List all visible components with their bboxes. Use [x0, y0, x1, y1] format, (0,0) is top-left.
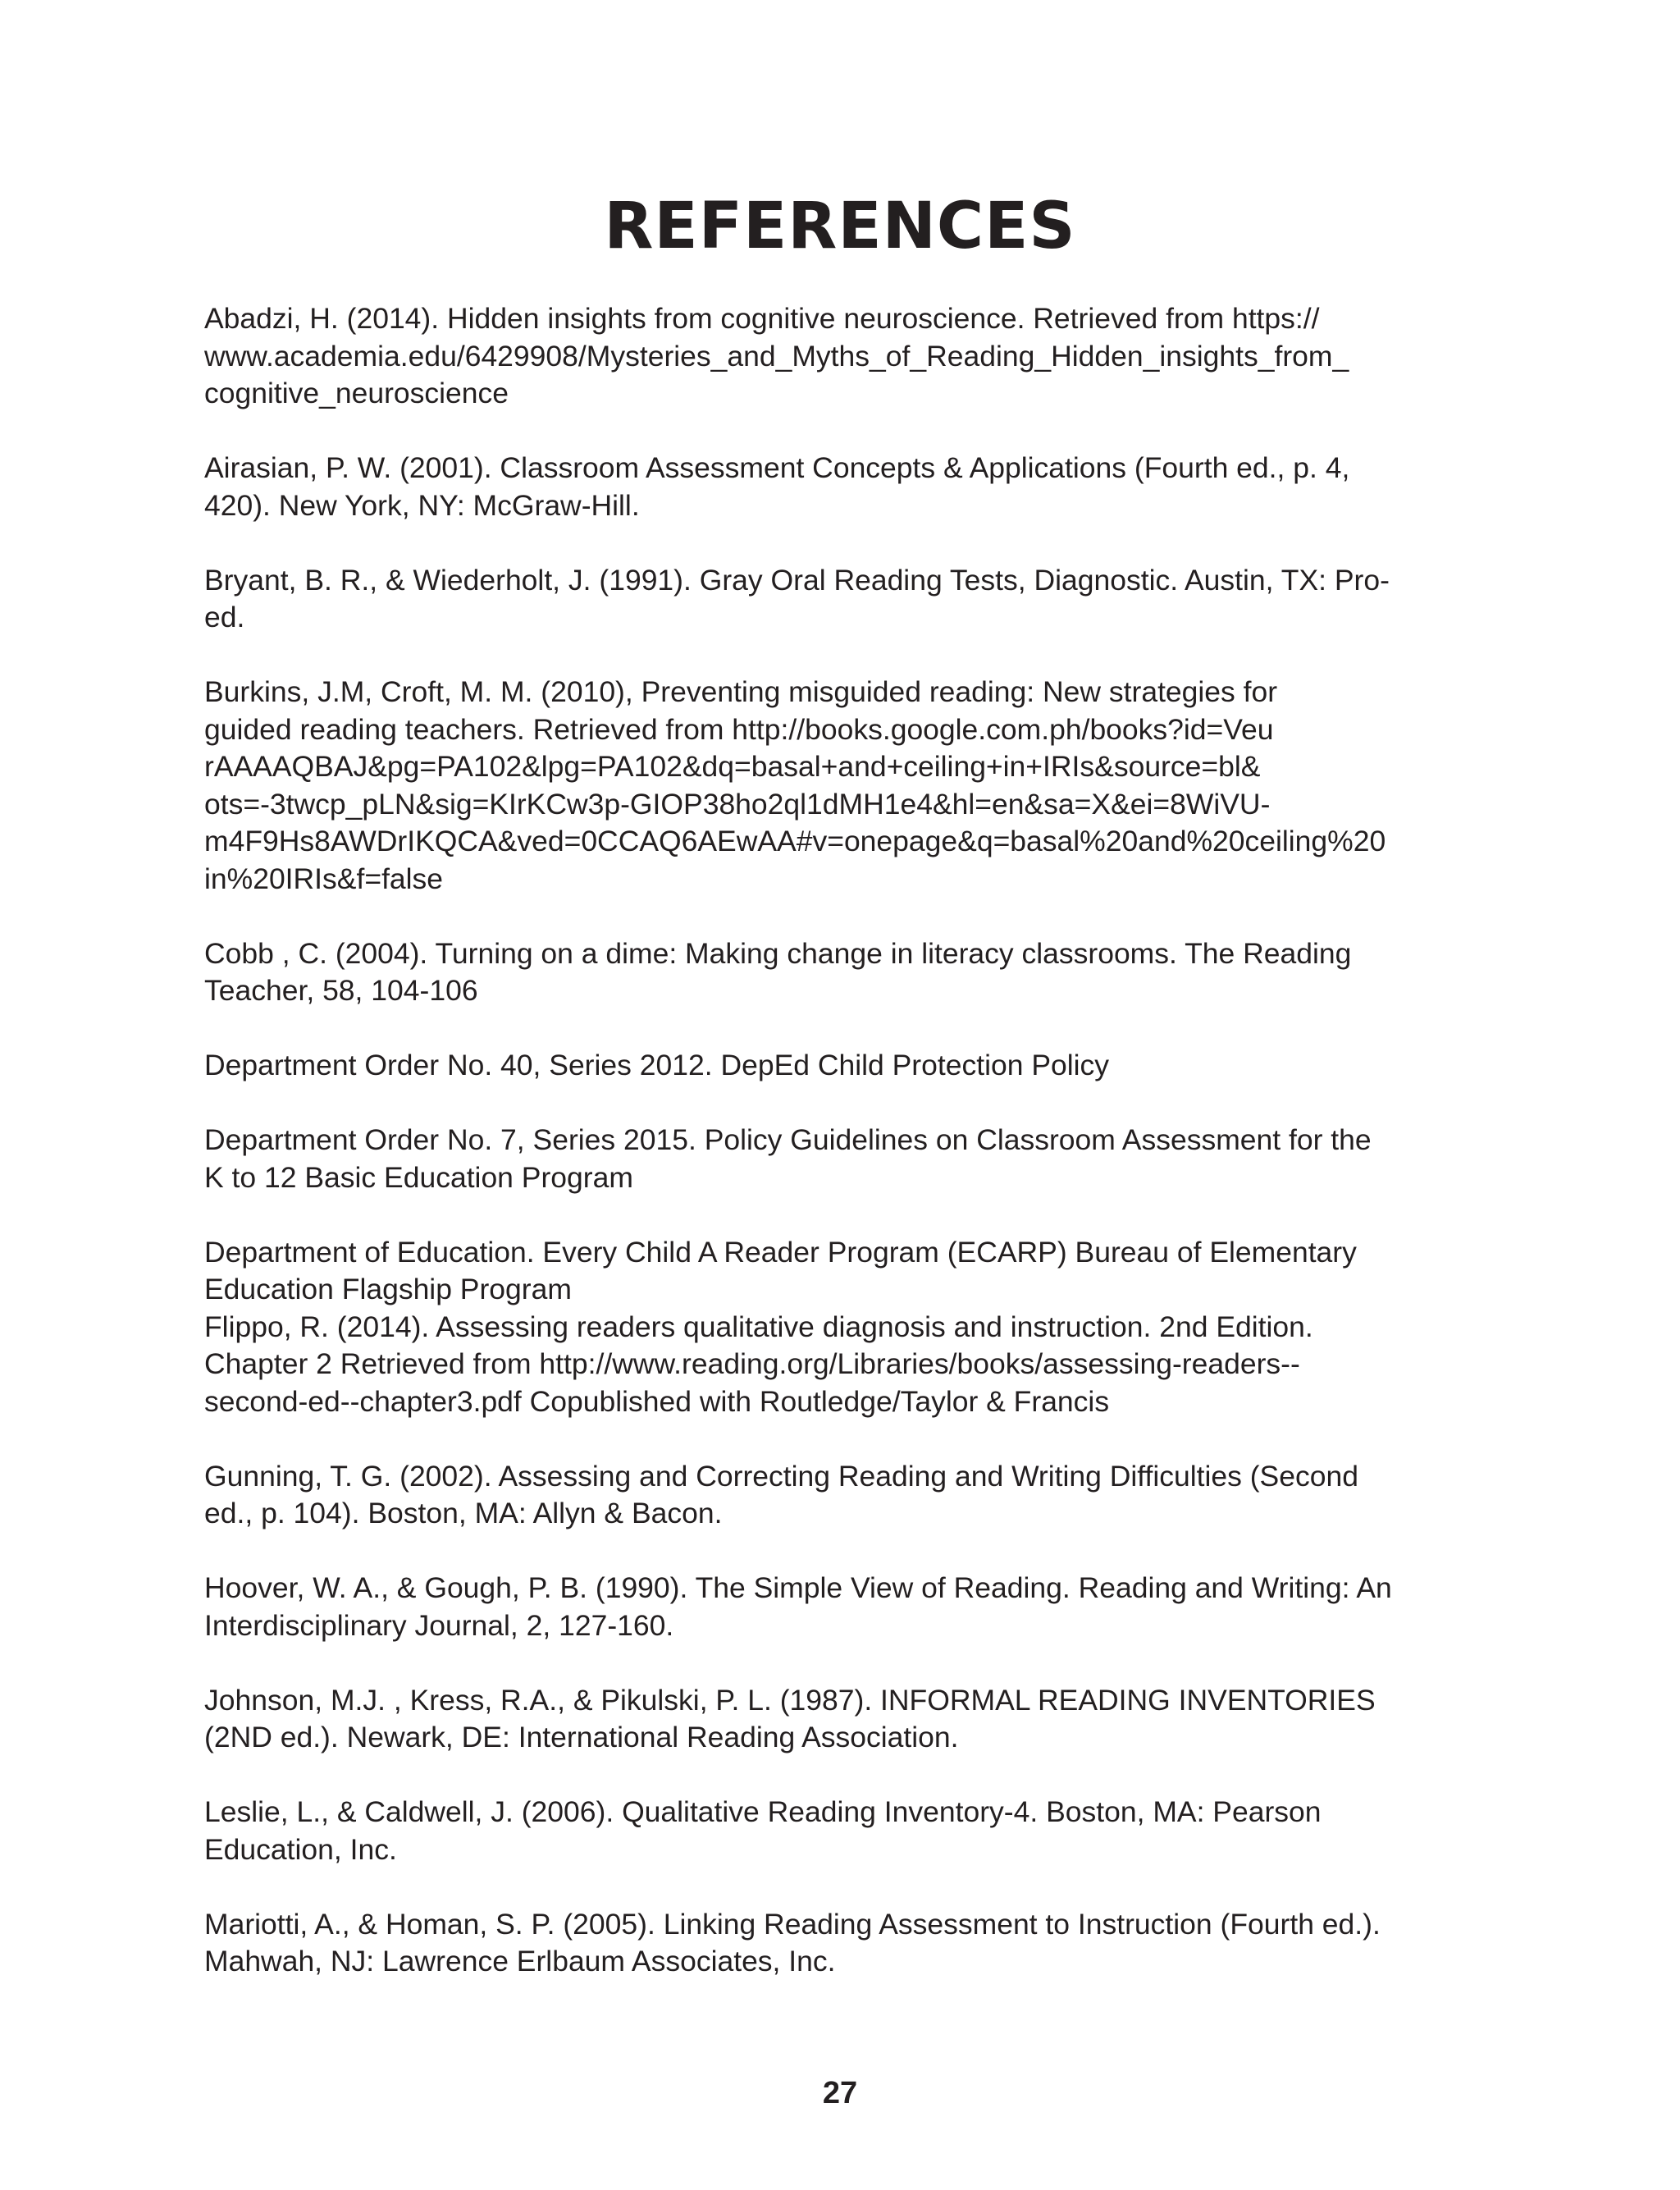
reference-flippo: Flippo, R. (2014). Assessing readers qualitative diagnosis and instruction. 2nd Edition. Chapter 2 Retrieved from http://www.reading.org/Libraries/books/assessing-readers-- second-ed--chapter3.pdf Copublished with Routledge/Taylor & Francis — [204, 1310, 1313, 1418]
reference-deped-order-40: Department Order No. 40, Series 2012. DepEd Child Protection Policy — [204, 1049, 1110, 1081]
reference-abadzi: Abadzi, H. (2014). Hidden insights from cognitive neuroscience. Retrieved from https:// www.academia.edu/6429908/Mysteries_and_Myths_of_Reading_Hidden_insights_from_ cognitive_neuroscience — [204, 302, 1349, 409]
reference-airasian: Airasian, P. W. (2001). Classroom Assessment Concepts & Applications (Fourth ed., p. 4, 420). New York, NY: McGraw-Hill. — [204, 451, 1350, 522]
reference-cobb: Cobb , C. (2004). Turning on a dime: Making change in literacy classrooms. The Reading Teacher, 58, 104-106 — [204, 936, 1352, 1007]
reference-hoover: Hoover, W. A., & Gough, P. B. (1990). The Simple View of Reading. Reading and Writing: An Interdisciplinary Journal, 2, 127-160. — [204, 1571, 1392, 1642]
reference-bryant: Bryant, B. R., & Wiederholt, J. (1991). Gray Oral Reading Tests, Diagnostic. Austin, TX: Pro- ed. — [204, 563, 1390, 633]
reference-list — [204, 300, 1484, 2018]
reference-burkins: Burkins, J.M, Croft, M. M. (2010), Preventing misguided reading: New strategies for guided reading teachers. Retrieved from http://books.google.com.ph/books?id=Veu rAAAAQBAJ&pg=PA102&lpg=PA102&dq=basal+and+ceiling+in+IRIs&source=bl& ots=-3twcp_pLN&sig=KIrKCw3p-GIOP38ho2ql1dMH1e4&hl=en&sa=X&ei=8WiVU- m4F9Hs8AWDrIKQCA&ved=0CCAQ6AEwAA#v=onepage&q=basal%20and%20ceiling%20 in%20IRIs&f=false — [204, 675, 1386, 895]
reference-deped-order-7: Department Order No. 7, Series 2015. Policy Guidelines on Classroom Assessment for the K to 12 Basic Education Program — [204, 1123, 1372, 1194]
reference-johnson: Johnson, M.J. , Kress, R.A., & Pikulski, P. L. (1987). INFORMAL READING INVENTORIES (2ND ed.). Newark, DE: International Reading Association. — [204, 1683, 1376, 1753]
reference-gunning: Gunning, T. G. (2002). Assessing and Correcting Reading and Writing Difficulties (Second ed., p. 104). Boston, MA: Allyn & Bacon. — [204, 1459, 1358, 1529]
page-number: 27 — [822, 2076, 858, 2110]
reference-mariotti: Mariotti, A., & Homan, S. P. (2005). Linking Reading Assessment to Instruction (Fourth ed.). Mahwah, NJ: Lawrence Erlbaum Associates, Inc. — [204, 1907, 1381, 1977]
page-title: REFERENCES — [604, 190, 1076, 263]
reference-leslie: Leslie, L., & Caldwell, J. (2006). Qualitative Reading Inventory-4. Boston, MA: Pearson Education, Inc. — [204, 1795, 1322, 1866]
reference-ecarp: Department of Education. Every Child A Reader Program (ECARP) Bureau of Elementary Education Flagship Program — [204, 1235, 1357, 1305]
